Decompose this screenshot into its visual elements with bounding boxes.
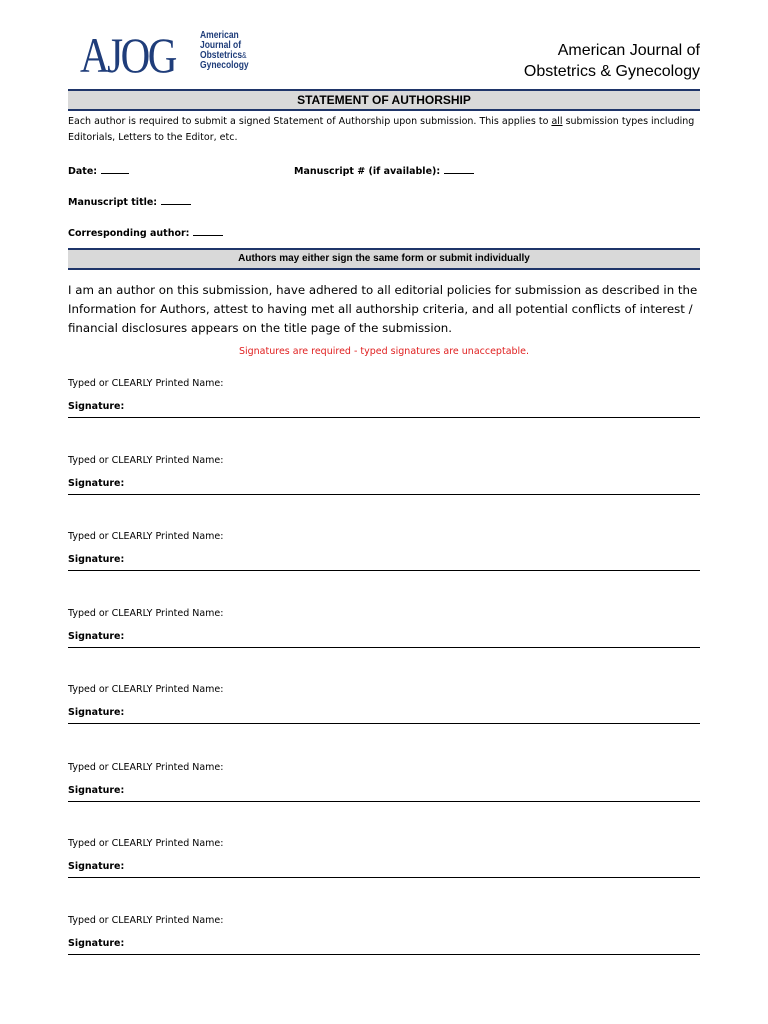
signature-block [68,915,700,965]
signature-label: Signature: [68,401,125,412]
date-blank[interactable] [101,163,129,174]
signature-line[interactable] [68,877,700,878]
manuscript-title-blank[interactable] [161,194,191,205]
signature-warning: Signatures are required - typed signatures are unacceptable. [238,346,530,357]
ajog-logo [80,28,260,88]
statement-of-authorship-heading: STATEMENT OF AUTHORSHIP [68,89,700,111]
signature-label: Signature: [68,554,125,565]
signature-label: Signature: [68,938,125,949]
corresponding-author-field [68,225,223,239]
signature-line[interactable] [68,570,700,571]
signature-line[interactable] [68,723,700,724]
signature-line[interactable] [68,954,700,955]
signature-block [68,684,700,734]
signature-line[interactable] [68,647,700,648]
signature-label: Signature: [68,707,125,718]
printed-name-label: Typed or CLEARLY Printed Name: [68,915,224,926]
date-field [68,163,129,177]
signature-line[interactable] [68,494,700,495]
journal-title [524,40,700,82]
journal-title-line2: Obstetrics & Gynecology [523,63,700,80]
logo-line: Gynecology [200,60,249,71]
manuscript-title-field [68,194,191,208]
logo-mark: AJOG [80,27,175,83]
printed-name-label: Typed or CLEARLY Printed Name: [68,531,224,542]
signature-line[interactable] [68,801,700,802]
manuscript-number-label: Manuscript # (if available): [294,166,441,177]
intro-underlined-word: all [551,116,563,127]
logo-wordmark [200,31,251,71]
signature-block [68,608,700,658]
manuscript-number-field [294,163,474,177]
signature-label: Signature: [68,861,125,872]
signature-label: Signature: [68,478,125,489]
printed-name-label: Typed or CLEARLY Printed Name: [68,608,224,619]
corresponding-author-label: Corresponding author: [68,228,190,239]
intro-paragraph [68,114,708,146]
sign-instructions-bar: Authors may either sign the same form or submit individually [68,248,700,270]
signature-block [68,762,700,812]
manuscript-number-blank[interactable] [444,163,474,174]
signature-block [68,531,700,581]
signature-label: Signature: [68,631,125,642]
logo-line: Journal of [200,40,242,51]
printed-name-label: Typed or CLEARLY Printed Name: [68,455,224,466]
signature-block [68,455,700,505]
printed-name-label: Typed or CLEARLY Printed Name: [68,378,224,389]
journal-title-line1: American Journal of [557,42,700,59]
logo-line-text: Obstetrics [200,50,243,61]
signature-line[interactable] [68,417,700,418]
intro-text: Each author is required to submit a signed Statement of Authorship upon submission. This applies to [68,116,552,127]
printed-name-label: Typed or CLEARLY Printed Name: [68,684,224,695]
printed-name-label: Typed or CLEARLY Printed Name: [68,762,224,773]
signature-label: Signature: [68,785,125,796]
logo-line: American [200,30,239,41]
signature-block [68,838,700,888]
intro-text-cont: submission types including Editorials, Letters to the Editor, etc. [68,116,695,143]
date-label: Date: [68,166,98,177]
printed-name-label: Typed or CLEARLY Printed Name: [68,838,224,849]
manuscript-title-label: Manuscript title: [68,197,158,208]
signature-block [68,378,700,428]
corresponding-author-blank[interactable] [193,225,223,236]
attestation-paragraph: I am an author on this submission, have adhered to all editorial policies for submission as described in the Information for Authors, attest to having met all authorship criteria, and all potential conflicts of interest / financial disclosures appears on the title page of the submission. [68,283,698,335]
logo-amp: & [242,51,247,60]
